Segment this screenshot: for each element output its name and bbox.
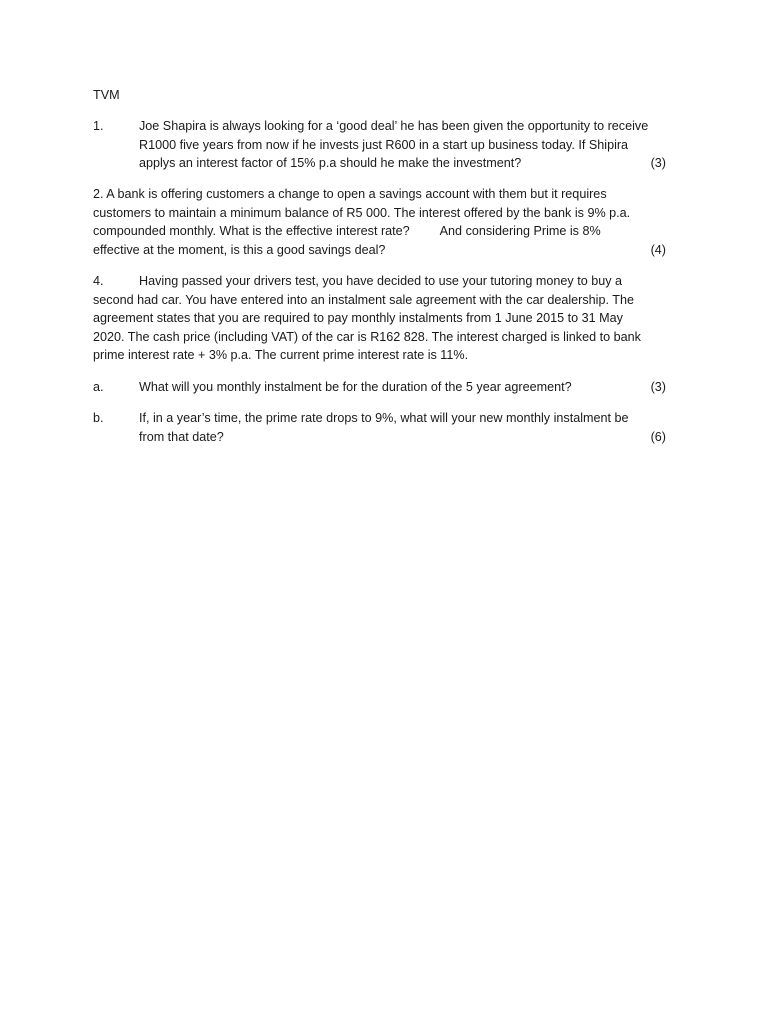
question-2-line-1: 2. A bank is offering customers a change to open a savings account with them but it requires [93, 187, 607, 201]
question-4a [93, 378, 666, 397]
question-2-line-3: compounded monthly. What is the effective interest rate? [93, 224, 410, 239]
question-4a-marks: (3) [650, 380, 666, 394]
question-4b-marks: (6) [650, 429, 666, 444]
question-1-marks: (3) [650, 156, 666, 171]
question-4-line-5: prime interest rate + 3% p.a. The current prime interest rate is 11%. [93, 348, 469, 363]
question-1-number: 1. [93, 119, 104, 133]
question-2-line-3-row [93, 222, 666, 241]
question-4-line-1: Having passed your drivers test, you have decided to use your tutoring money to buy a [139, 274, 623, 288]
question-4-line-4: 2020. The cash price (including VAT) of the car is R162 828. The interest charged is linked to bank [93, 329, 641, 344]
question-4a-line-row [139, 378, 666, 397]
question-4b-line-1: If, in a year’s time, the prime rate drops to 9%, what will your new monthly instalment be [139, 411, 629, 425]
question-4b-line-2: from that date? [139, 429, 224, 444]
question-4b-line-2-row [139, 428, 666, 447]
question-2-line-2: customers to maintain a minimum balance of R5 000. The interest offered by the bank is 9% p.a. [93, 205, 631, 220]
question-4b [93, 409, 666, 446]
question-1-line-3-row [139, 154, 666, 173]
question-4-number: 4. [93, 274, 104, 288]
question-2-line-4-row [93, 241, 666, 260]
question-4-line-3: agreement states that you are required to pay monthly instalments from 1 June 2015 to 31 May [93, 311, 623, 326]
question-4-line-2: second had car. You have entered into an instalment sale agreement with the car dealership. The [93, 292, 634, 307]
question-4-line-1-row [93, 272, 666, 291]
question-4a-label: a. [93, 380, 104, 394]
question-1-line-2: R1000 five years from now if he invests just R600 in a start up business today. If Shipira [139, 137, 629, 152]
question-1-line-3: applys an interest factor of 15% p.a should he make the investment? [139, 156, 522, 171]
question-2-line-3b: And considering Prime is 8% [439, 224, 601, 239]
question-4a-text: What will you monthly instalment be for the duration of the 5 year agreement? [139, 380, 572, 394]
document-title: TVM [93, 88, 120, 102]
question-4b-label: b. [93, 411, 104, 425]
question-1 [93, 117, 666, 173]
question-2-marks: (4) [650, 242, 666, 257]
question-4 [93, 272, 666, 365]
question-2 [93, 185, 666, 259]
question-2-line-4: effective at the moment, is this a good savings deal? [93, 242, 386, 257]
question-1-line-1: Joe Shapira is always looking for a ‘good deal’ he has been given the opportunity to receive [139, 119, 649, 133]
